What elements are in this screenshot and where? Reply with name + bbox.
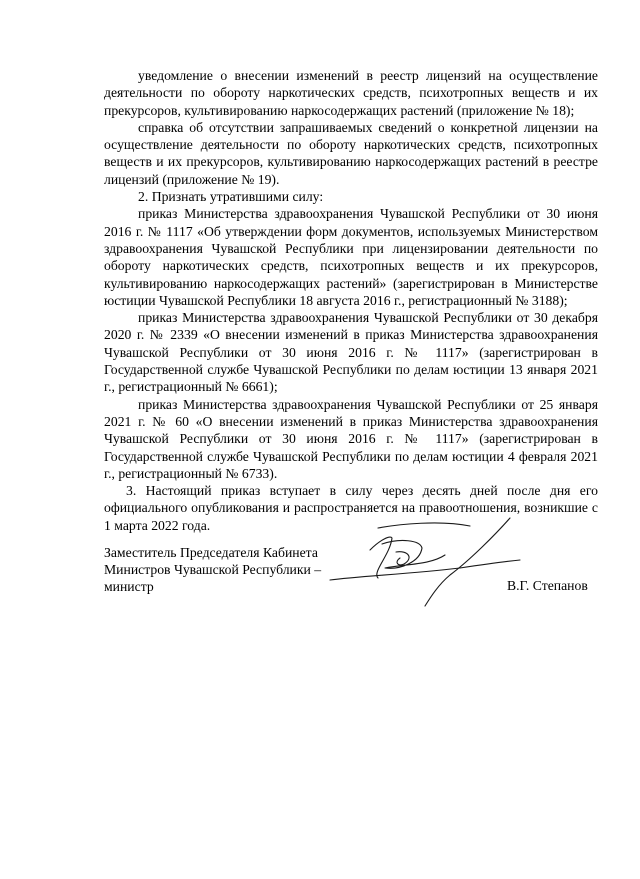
signatory-title-line: Министров Чувашской Республики – bbox=[104, 562, 322, 577]
signatory-title-line: министр bbox=[104, 579, 154, 594]
paragraph-item-3: 3. Настоящий приказ вступает в силу через десять дней после дня его официального опубликования и распространяется на правоотношения, возникшие с 1 марта 2022 года. bbox=[104, 483, 598, 533]
paragraph-certificate-absence: справка об отсутствии запрашиваемых сведений о конкретной лицензии на осуществление деятельности по обороту наркотических средств, психотропных веществ и их прекурсоров, культивированию наркосодержащих растений в реестре лицензий (приложение № 19). bbox=[104, 119, 598, 187]
paragraph-order-1117: приказ Министерства здравоохранения Чувашской Республики от 30 июня 2016 г. № 1117 «Об утверждении форм документов, используемых Министерством здравоохранения Чувашской Республики при лицензировании деятельности по обороту наркотических средств, психотропных веществ и их прекурсоров, культивированию наркосодержащих растений» (зарегистрирован в Министерстве юстиции Чувашской Республики 18 августа 2016 г., регистрационный № 3188); bbox=[104, 206, 598, 308]
signatory-name: В.Г. Степанов bbox=[507, 578, 588, 593]
signatory-title bbox=[104, 544, 321, 595]
paragraph-order-2339: приказ Министерства здравоохранения Чувашской Республики от 30 декабря 2020 г. № 2339 «О внесении изменений в приказ Министерства здравоохранения Чувашской Республики от 30 июня 2016 г. № 1117» (зарегистрирован в Государственной службе Чувашской Республики по делам юстиции 13 января 2021 г., регистрационный № 6661); bbox=[104, 310, 598, 395]
paragraph-item-2-heading: 2. Признать утратившими силу: bbox=[138, 189, 324, 205]
paragraph-notice-changes: уведомление о внесении изменений в реестр лицензий на осуществление деятельности по обороту наркотических средств, психотропных веществ и их прекурсоров, культивированию наркосодержащих растений (приложение № 18); bbox=[104, 68, 598, 118]
handwritten-signature bbox=[320, 510, 530, 610]
document-body bbox=[104, 67, 598, 534]
paragraph-order-60: приказ Министерства здравоохранения Чувашской Республики от 25 января 2021 г. № 60 «О внесении изменений в приказ Министерства здравоохранения Чувашской Республики от 30 июня 2016 г. № 1117» (зарегистрирован в Государственной службе Чувашской Республики по делам юстиции 4 февраля 2021 г., регистрационный № 6733). bbox=[104, 396, 598, 481]
signatory-title-line: Заместитель Председателя Кабинета bbox=[104, 545, 318, 560]
